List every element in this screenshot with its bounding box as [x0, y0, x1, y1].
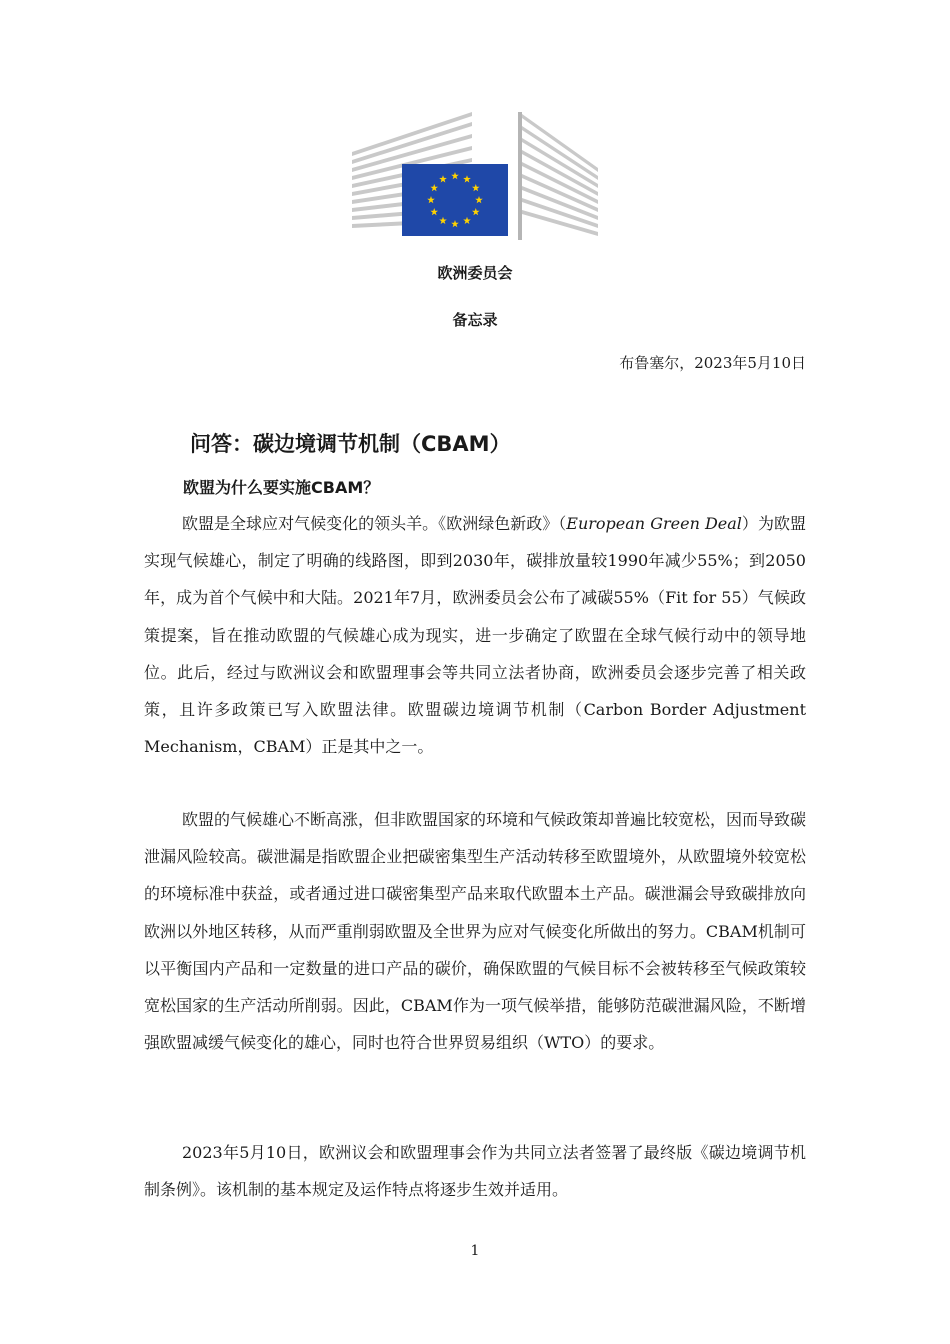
dateline: 布鲁塞尔，2023年5月10日	[619, 354, 806, 372]
paragraph-text: 欧盟是全球应对气候变化的领头羊。《欧洲绿色新政》（	[182, 514, 567, 533]
paragraph-carbon-leakage: 欧盟的气候雄心不断高涨，但非欧盟国家的环境和气候政策却普遍比较宽松，因而导致碳泄漏风险较高。碳泄漏是指欧盟企业把碳密集型生产活动转移至欧盟境外，从欧盟境外较宽松的环境标准中获益，或者通过进口碳密集型产品来取代欧盟本土产品。碳泄漏会导致碳排放向欧洲以外地区转移，从而严重削弱欧盟及全世界为应对气候变化所做出的努力。CBAM机制可以平衡国内产品和一定数量的进口产品的碳价，确保欧盟的气候目标不会被转移至气候政策较宽松国家的生产活动所削弱。因此，CBAM作为一项气候举措，能够防范碳泄漏风险，不断增强欧盟减缓气候变化的雄心，同时也符合世界贸易组织（WTO）的要求。	[144, 810, 807, 1053]
paragraph-regulation: 2023年5月10日，欧洲议会和欧盟理事会作为共同立法者签署了最终版《碳边境调节机制条例》。该机制的基本规定及运作特点将逐步生效并适用。	[144, 1143, 806, 1200]
paragraph-text: ）为欧盟实现气候雄心，制定了明确的线路图，即到2030年，碳排放量较1990年减少55%；到2050年，成为首个气候中和大陆。2021年7月，欧洲委员会公布了减碳55%（Fit for 55）气候政策提案，旨在推动欧盟的气候雄心成为现实，进一步确定了欧盟在全球气候行动中的领导地位。此后，经过与欧洲议会和欧盟理事会等共同立法者协商，欧洲委员会逐步完善了相关政策，且许多政策已写入欧盟法律。欧盟碳边境调节机制（Carbon Border Adjustment Mechanism，CBAM）正是其中之一。	[144, 514, 806, 757]
italic-title: European Green Deal	[566, 514, 742, 533]
paragraph-intro	[144, 505, 806, 765]
document-type: 备忘录	[452, 311, 498, 329]
section-question: 欧盟为什么要实施CBAM？	[183, 478, 380, 497]
organization-name: 欧洲委员会	[437, 264, 513, 282]
page-title: 问答：碳边境调节机制（CBAM）	[190, 432, 511, 456]
european-commission-logo	[350, 112, 600, 240]
page-number: 1	[470, 1243, 480, 1259]
